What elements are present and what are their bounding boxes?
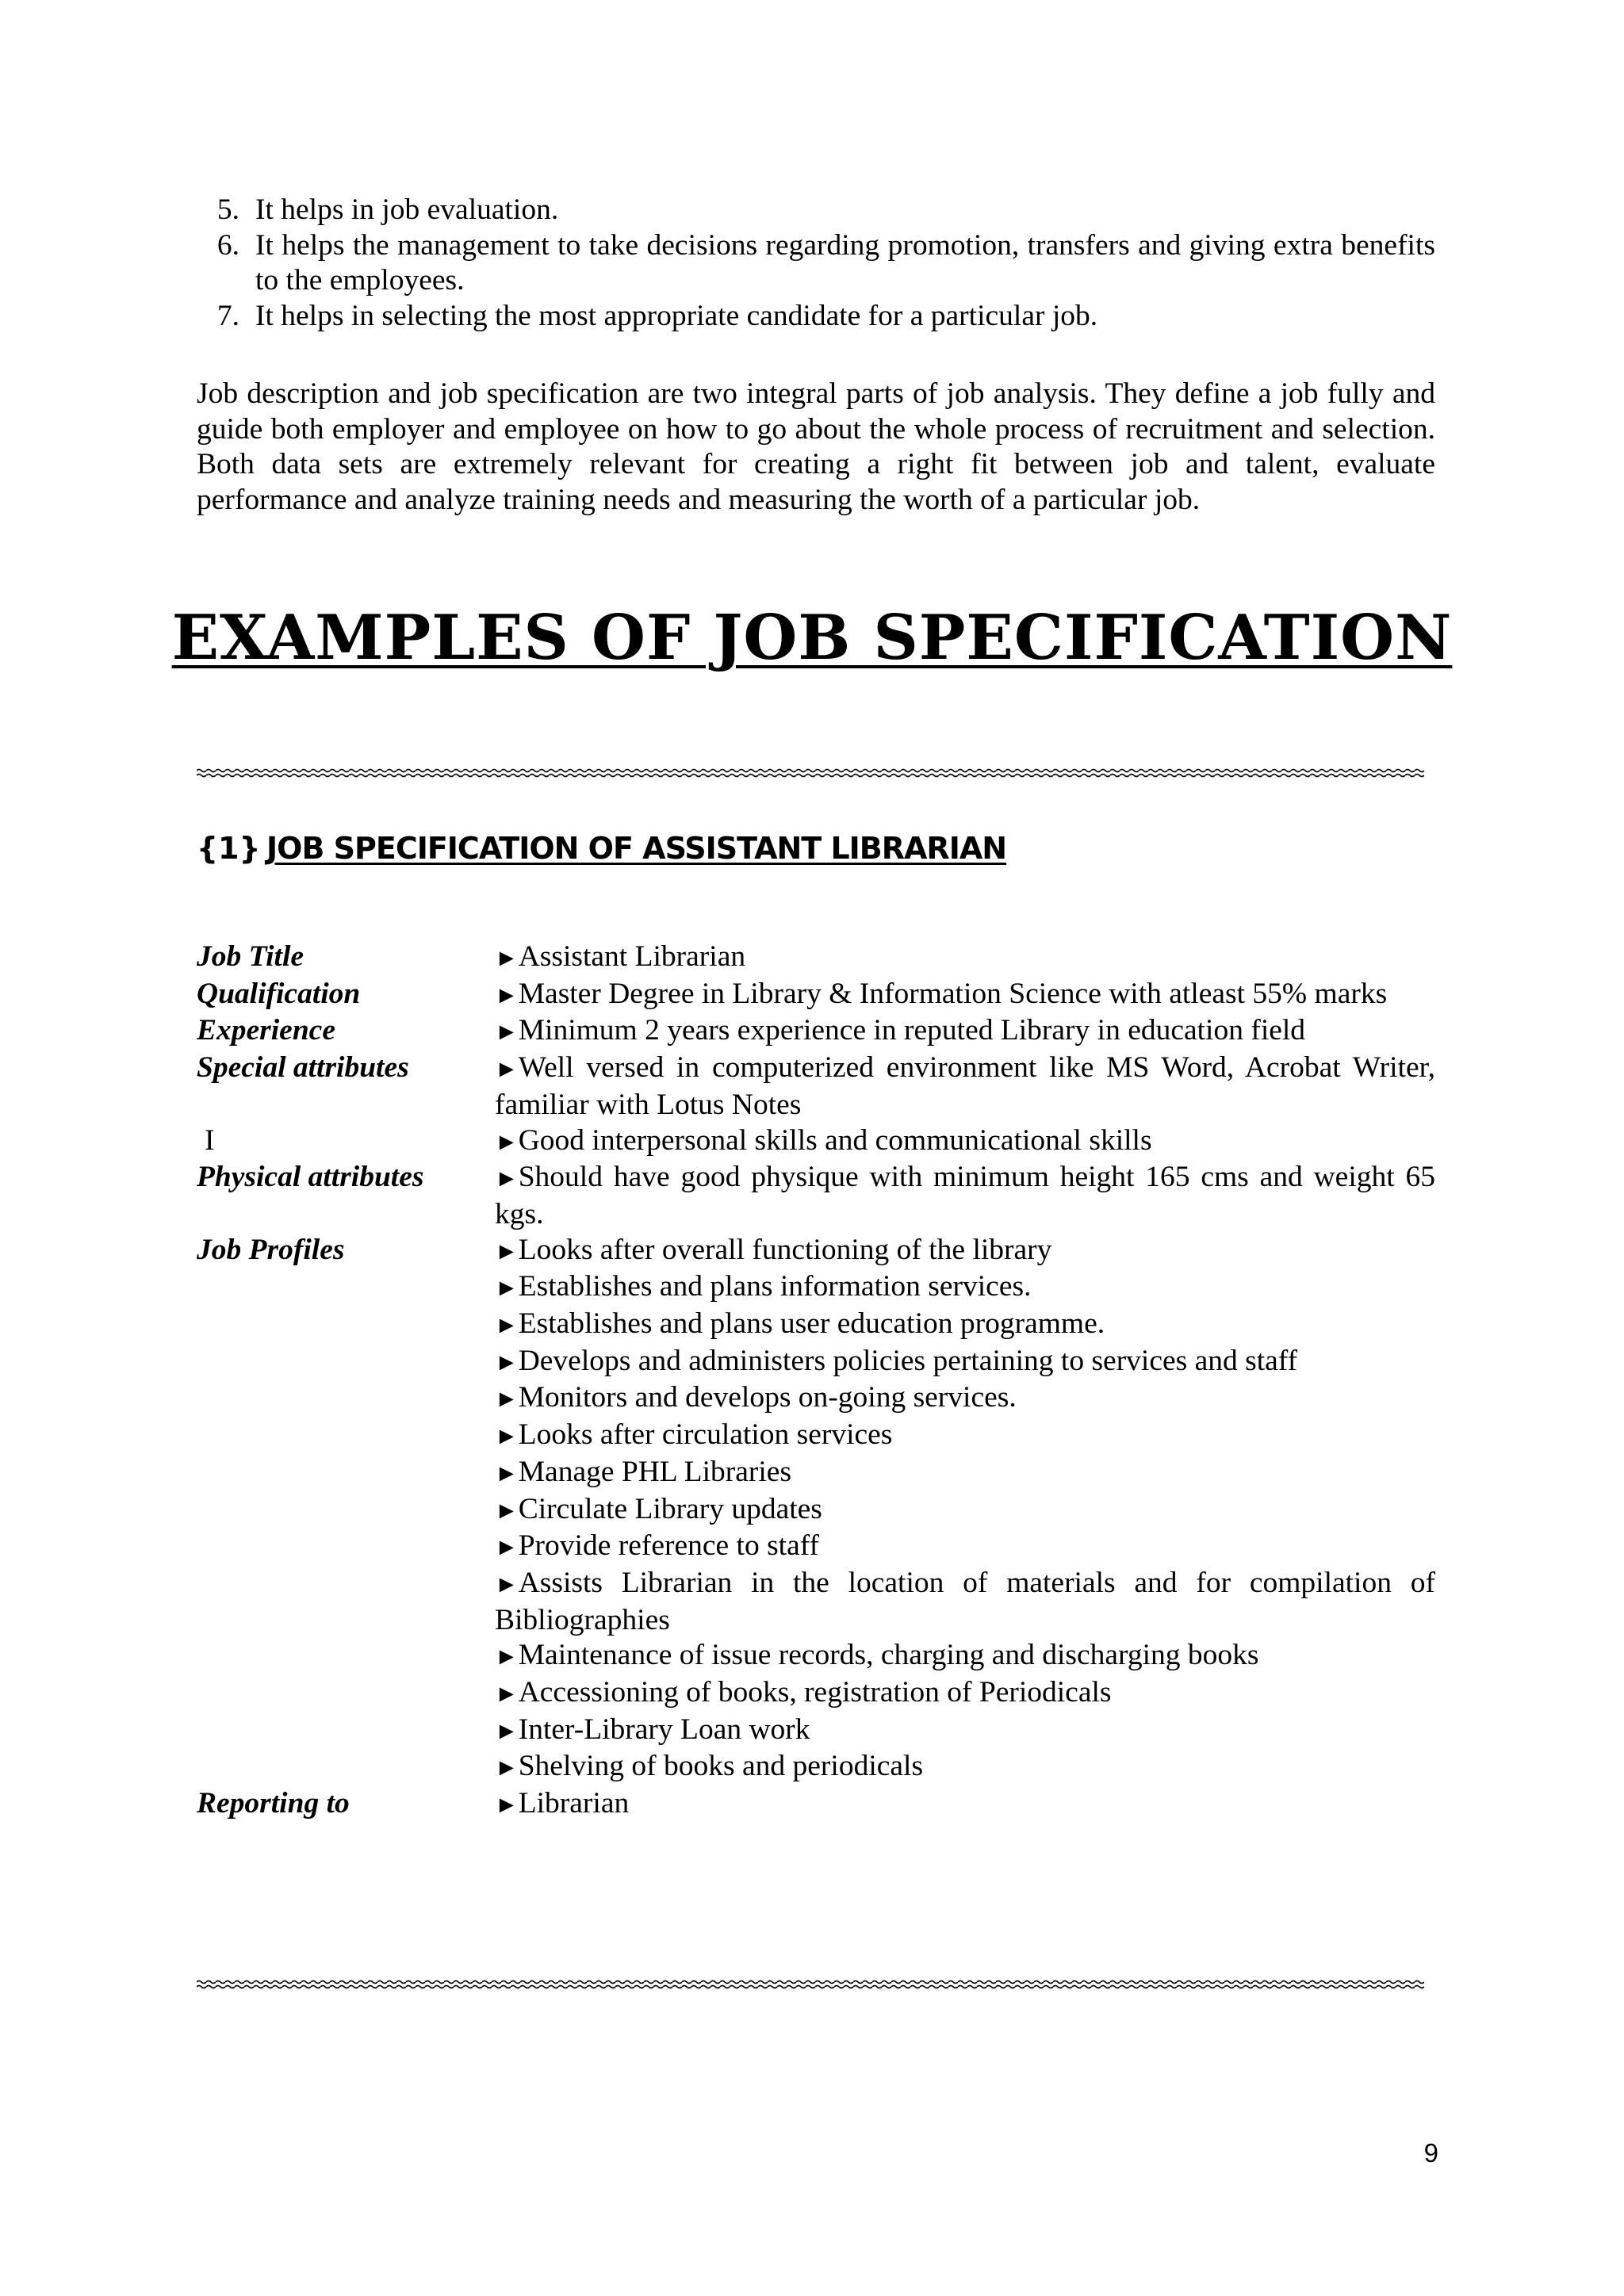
bullet-arrow-icon: ► — [495, 1312, 519, 1339]
bullet-arrow-icon: ► — [495, 1534, 519, 1561]
spec-label: Physical attributes — [197, 1161, 424, 1194]
bullet-arrow-icon: ► — [495, 1755, 519, 1781]
spec-value — [495, 1712, 1435, 1750]
list-item-text: It helps in selecting the most appropriate candidate for a particular job. — [255, 300, 1098, 333]
bullet-arrow-icon: ► — [495, 1681, 519, 1708]
wave-divider-top — [197, 767, 1424, 779]
spec-value — [495, 1749, 1435, 1786]
spec-value-text: Looks after overall functioning of the library — [518, 1233, 1052, 1266]
spec-label — [197, 1418, 495, 1455]
spec-row — [197, 977, 1435, 1014]
spec-row — [197, 1344, 1435, 1381]
section-title: JOB SPECIFICATION OF ASSISTANT LIBRARIAN — [266, 831, 1007, 866]
spec-value-text: Accessioning of books, registration of Periodicals — [518, 1676, 1112, 1709]
spec-value-text: Circulate Library updates — [518, 1492, 822, 1525]
spec-row — [197, 1749, 1435, 1786]
bullet-arrow-icon: ► — [495, 1349, 519, 1376]
spec-value-text: Establishes and plans information services. — [518, 1270, 1032, 1303]
list-item-number: 6. — [216, 228, 239, 262]
spec-value-text: Librarian — [518, 1787, 630, 1820]
spec-row — [197, 1123, 1435, 1161]
bullet-arrow-icon: ► — [495, 1571, 519, 1598]
bullet-arrow-icon: ► — [495, 1644, 519, 1670]
spec-value-text: Inter-Library Loan work — [518, 1712, 810, 1746]
list-item-text: It helps the management to take decisions regarding promotion, transfers and giving extra benefits to the employees. — [255, 228, 1435, 297]
spec-row — [197, 1050, 1435, 1123]
spec-label — [197, 1269, 495, 1307]
spec-label: Reporting to — [197, 1787, 350, 1820]
spec-row — [197, 1160, 1435, 1232]
bullet-arrow-icon: ► — [495, 1497, 519, 1524]
spec-label — [197, 1492, 495, 1529]
section-number: {1} — [197, 831, 261, 866]
spec-value — [495, 1050, 1435, 1123]
spec-value-text: Develops and administers policies pertaining to services and staff — [518, 1344, 1298, 1377]
spec-value — [495, 1675, 1435, 1712]
bullet-arrow-icon: ► — [495, 1128, 519, 1155]
spec-value — [495, 939, 1435, 977]
bullet-arrow-icon: ► — [495, 1717, 519, 1744]
bullet-arrow-icon: ► — [495, 945, 519, 971]
spec-value-text: Establishes and plans user education programme. — [518, 1307, 1105, 1341]
intro-paragraph: Job description and job specification are two integral parts of job analysis. They define a job fully and guide both employer and employee on how to go about the whole process of recruitment and selection. Both data sets are extremely relevant for creating a right fit between job and talent, evaluate performance and analyze training needs and measuring the worth of a particular job. — [197, 377, 1435, 517]
spec-label — [197, 1307, 495, 1344]
list-item-text: It helps in job evaluation. — [255, 193, 559, 226]
spec-row — [197, 1529, 1435, 1566]
spec-row — [197, 1455, 1435, 1492]
page-number: 9 — [1423, 2138, 1438, 2168]
spec-value-text: Well versed in computerized environment like MS Word, Acrobat Writer, familiar with Lotus Notes — [495, 1051, 1435, 1121]
bullet-arrow-icon: ► — [495, 1423, 519, 1450]
spec-row — [197, 1712, 1435, 1750]
spec-label — [197, 1380, 495, 1418]
section-heading — [197, 831, 1006, 866]
bullet-arrow-icon: ► — [495, 1165, 519, 1192]
spec-value — [495, 1269, 1435, 1307]
spec-value — [495, 1638, 1435, 1675]
spec-label — [197, 1529, 495, 1566]
spec-value-text: Looks after circulation services — [518, 1418, 893, 1452]
spec-value — [495, 1492, 1435, 1529]
spec-value-text: Manage PHL Libraries — [518, 1455, 792, 1488]
list-item-number: 5. — [216, 193, 239, 226]
spec-value-text: Monitors and develops on-going services. — [518, 1381, 1017, 1414]
spec-label — [197, 1638, 495, 1675]
spec-value-text: Should have good physique with minimum height 165 cms and weight 65 kgs. — [495, 1161, 1435, 1230]
list-item — [197, 193, 1435, 228]
bullet-arrow-icon: ► — [495, 1460, 519, 1487]
spec-row — [197, 1492, 1435, 1529]
list-item — [197, 299, 1435, 335]
bullet-arrow-icon: ► — [495, 1386, 519, 1413]
spec-label: I — [205, 1123, 215, 1157]
spec-label: Special attributes — [197, 1051, 409, 1085]
spec-label: Experience — [197, 1014, 335, 1047]
job-spec-table — [197, 939, 1435, 1823]
spec-value-text: Assists Librarian in the location of materials and for compilation of Bibliographies — [495, 1566, 1435, 1636]
spec-row — [197, 1307, 1435, 1344]
spec-value — [495, 1418, 1435, 1455]
spec-label: Job Profiles — [197, 1233, 345, 1266]
list-item — [197, 228, 1435, 299]
main-title: EXAMPLES OF JOB SPECIFICATION — [171, 602, 1453, 674]
spec-row — [197, 1786, 1435, 1823]
spec-value — [495, 1233, 1435, 1270]
spec-row — [197, 1675, 1435, 1712]
spec-value — [495, 1566, 1435, 1638]
spec-label — [197, 1675, 495, 1712]
spec-label — [197, 1566, 495, 1638]
spec-row — [197, 1566, 1435, 1638]
spec-value — [495, 1786, 1435, 1823]
spec-label — [197, 1712, 495, 1750]
spec-value — [495, 1529, 1435, 1566]
bullet-arrow-icon: ► — [495, 1792, 519, 1819]
spec-row — [197, 1380, 1435, 1418]
spec-label: Qualification — [197, 977, 361, 1010]
bullet-arrow-icon: ► — [495, 982, 519, 1008]
spec-value — [495, 1123, 1435, 1161]
spec-row — [197, 1233, 1435, 1270]
bullet-arrow-icon: ► — [495, 1275, 519, 1302]
spec-value — [495, 1307, 1435, 1344]
spec-value-text: Master Degree in Library & Information Science with atleast 55% marks — [518, 977, 1388, 1010]
spec-label: Job Title — [197, 940, 304, 973]
spec-label — [197, 1344, 495, 1381]
spec-value — [495, 977, 1435, 1014]
spec-row — [197, 939, 1435, 977]
spec-value — [495, 1380, 1435, 1418]
spec-value-text: Provide reference to staff — [518, 1529, 820, 1563]
bullet-arrow-icon: ► — [495, 1238, 519, 1265]
spec-value-text: Minimum 2 years experience in reputed Library in education field — [518, 1014, 1306, 1047]
spec-value-text: Shelving of books and periodicals — [518, 1750, 924, 1783]
spec-value-text: Assistant Librarian — [518, 940, 746, 973]
bullet-arrow-icon: ► — [495, 1056, 519, 1083]
spec-label — [197, 1455, 495, 1492]
wave-divider-bottom — [197, 1979, 1424, 1990]
spec-row — [197, 1269, 1435, 1307]
spec-value — [495, 1013, 1435, 1050]
spec-value — [495, 1160, 1435, 1232]
spec-value-text: Maintenance of issue records, charging and discharging books — [518, 1639, 1259, 1672]
numbered-list — [197, 193, 1435, 335]
spec-row — [197, 1638, 1435, 1675]
spec-value-text: Good interpersonal skills and communicational skills — [518, 1123, 1152, 1157]
spec-row — [197, 1013, 1435, 1050]
spec-row — [197, 1418, 1435, 1455]
list-item-number: 7. — [216, 300, 239, 333]
spec-value — [495, 1455, 1435, 1492]
spec-label — [197, 1749, 495, 1786]
spec-value — [495, 1344, 1435, 1381]
bullet-arrow-icon: ► — [495, 1019, 519, 1046]
